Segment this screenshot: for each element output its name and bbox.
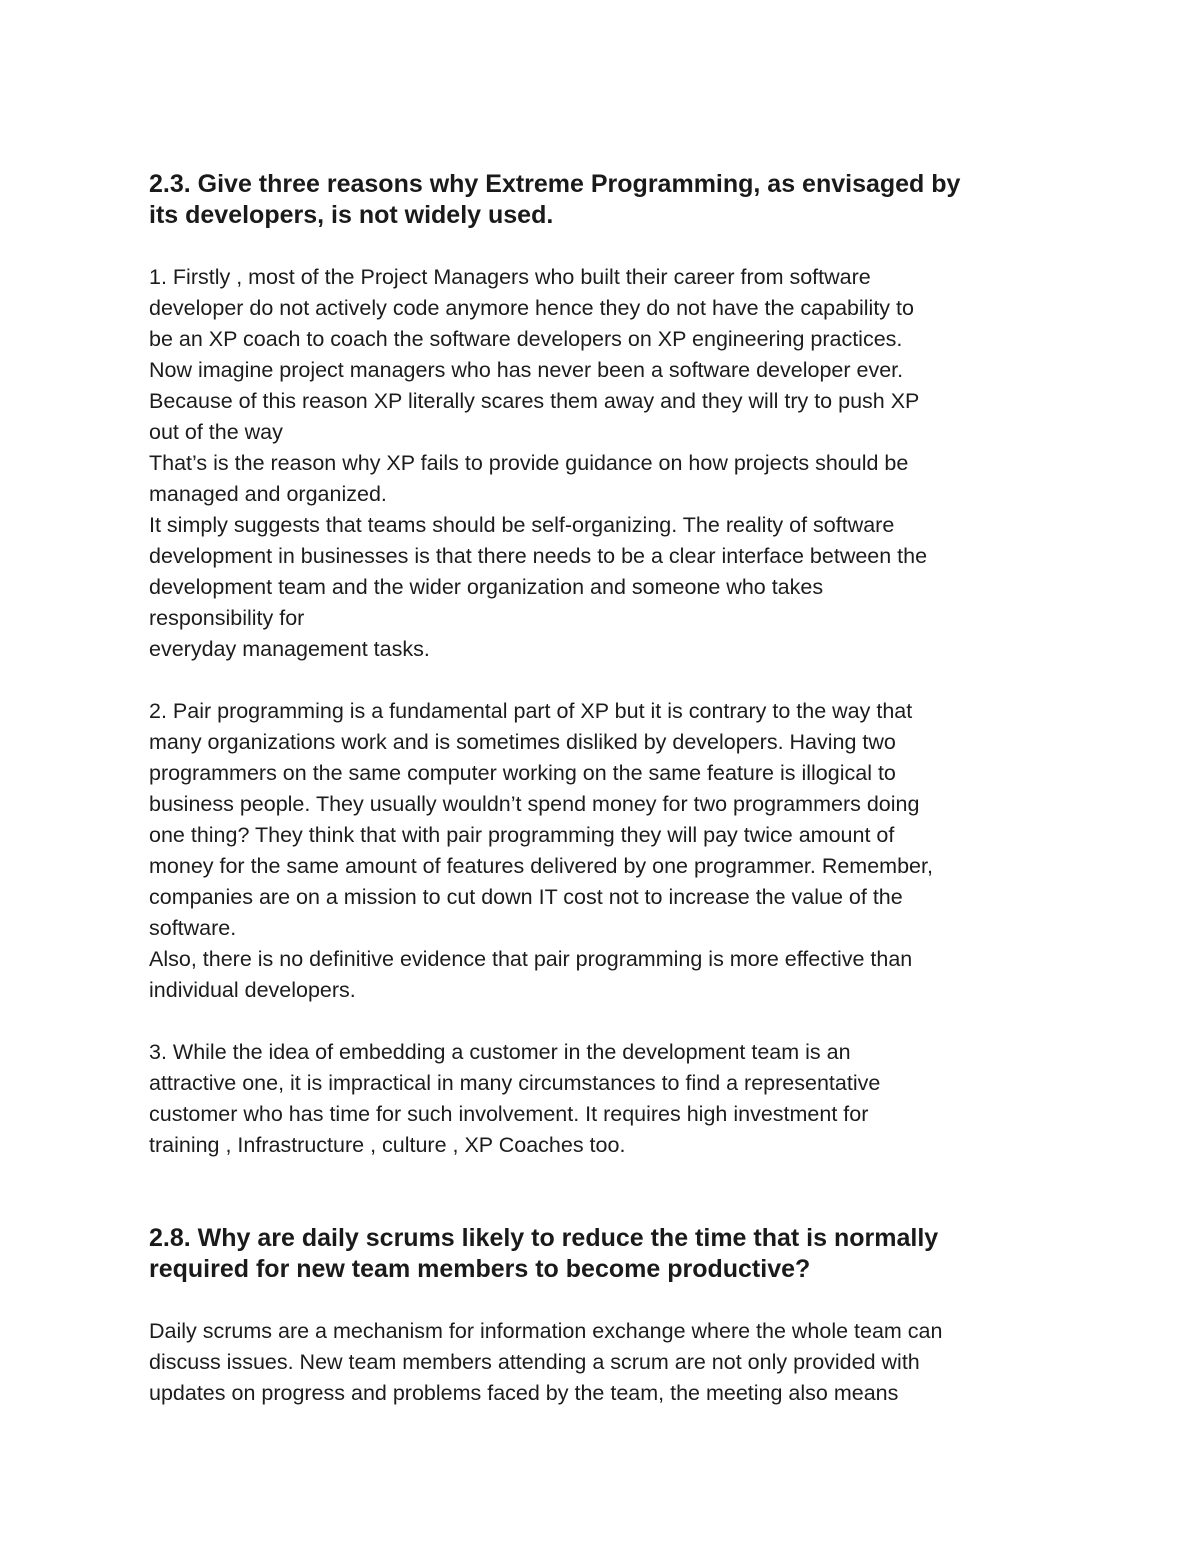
text-line: Also, there is no definitive evidence that pair programming is more effective than xyxy=(149,947,913,971)
heading-line: 2.8. Why are daily scrums likely to reduce the time that is normally xyxy=(149,1224,939,1252)
text-line: programmers on the same computer working on the same feature is illogical to xyxy=(149,761,896,785)
text-line: updates on progress and problems faced by the team, the meeting also means xyxy=(149,1381,899,1405)
text-line: software. xyxy=(149,916,237,940)
reason-3-paragraph xyxy=(149,1037,1069,1161)
text-line: Daily scrums are a mechanism for information exchange where the whole team can xyxy=(149,1319,943,1343)
text-line: business people. They usually wouldn’t spend money for two programmers doing xyxy=(149,792,920,816)
text-line: companies are on a mission to cut down IT cost not to increase the value of the xyxy=(149,885,903,909)
daily-scrums-paragraph xyxy=(149,1316,1069,1409)
text-line: attractive one, it is impractical in many circumstances to find a representative xyxy=(149,1071,881,1095)
text-line: money for the same amount of features delivered by one programmer. Remember, xyxy=(149,854,933,878)
text-line: 1. Firstly , most of the Project Managers who built their career from software xyxy=(149,265,871,289)
text-line: Because of this reason XP literally scares them away and they will try to push XP xyxy=(149,389,920,413)
text-line: out of the way xyxy=(149,420,283,444)
text-line: many organizations work and is sometimes disliked by developers. Having two xyxy=(149,730,896,754)
text-line: training , Infrastructure , culture , XP Coaches too. xyxy=(149,1133,626,1157)
reason-2-paragraph xyxy=(149,696,1069,1006)
heading-line: 2.3. Give three reasons why Extreme Programming, as envisaged by xyxy=(149,170,961,198)
heading-line: required for new team members to become productive? xyxy=(149,1255,811,1283)
text-line: development in businesses is that there needs to be a clear interface between the xyxy=(149,544,928,568)
document-page xyxy=(149,169,1069,1409)
text-line: 3. While the idea of embedding a customer in the development team is an xyxy=(149,1040,851,1064)
text-line: responsibility for xyxy=(149,606,305,630)
section-heading-2-8 xyxy=(149,1223,1069,1285)
text-line: developer do not actively code anymore hence they do not have the capability to xyxy=(149,296,914,320)
heading-line: its developers, is not widely used. xyxy=(149,201,554,229)
text-line: one thing? They think that with pair programming they will pay twice amount of xyxy=(149,823,895,847)
text-line: everyday management tasks. xyxy=(149,637,430,661)
text-line: be an XP coach to coach the software developers on XP engineering practices. xyxy=(149,327,903,351)
text-line: development team and the wider organization and someone who takes xyxy=(149,575,824,599)
text-line: Now imagine project managers who has never been a software developer ever. xyxy=(149,358,904,382)
text-line: customer who has time for such involvement. It requires high investment for xyxy=(149,1102,869,1126)
text-line: individual developers. xyxy=(149,978,356,1002)
text-line: It simply suggests that teams should be self-organizing. The reality of software xyxy=(149,513,895,537)
reason-1-paragraph xyxy=(149,262,1069,665)
section-heading-2-3 xyxy=(149,169,1069,231)
text-line: managed and organized. xyxy=(149,482,387,506)
text-line: That’s is the reason why XP fails to provide guidance on how projects should be xyxy=(149,451,909,475)
text-line: discuss issues. New team members attending a scrum are not only provided with xyxy=(149,1350,920,1374)
text-line: 2. Pair programming is a fundamental part of XP but it is contrary to the way that xyxy=(149,699,913,723)
